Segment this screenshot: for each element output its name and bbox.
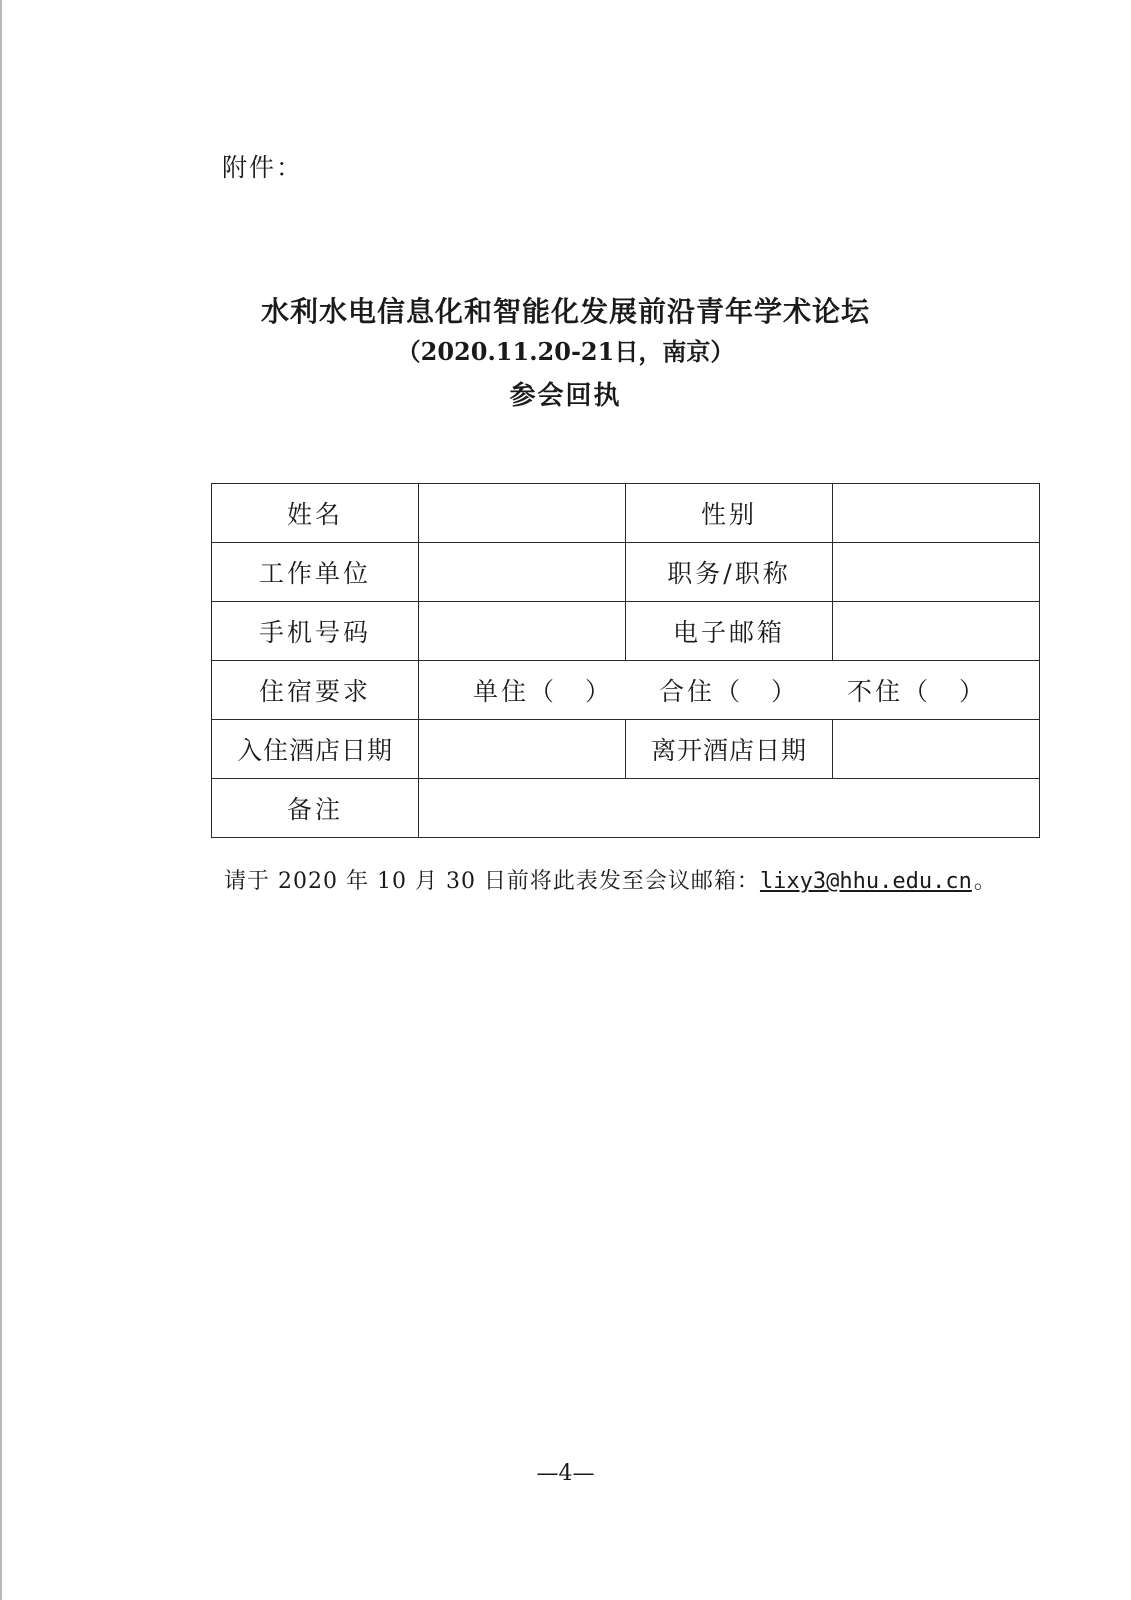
conference-email-link[interactable]: lixy3@hhu.edu.cn (759, 869, 972, 894)
lodging-option-shared[interactable]: 合住（ ） (659, 677, 800, 706)
submission-note-suffix: 。 (973, 869, 997, 894)
lodging-option-single[interactable]: 单住（ ） (473, 677, 614, 706)
email-field[interactable] (833, 602, 1040, 661)
name-field[interactable] (419, 484, 626, 543)
form-row-remarks (212, 779, 1040, 838)
registration-form-table (211, 483, 1040, 838)
document-subtitle: （2020.11.20-21日，南京） (396, 337, 735, 366)
position-label: 职务/职称 (626, 543, 833, 602)
checkin-field[interactable] (419, 720, 626, 779)
name-label: 姓名 (212, 484, 419, 543)
mobile-label: 手机号码 (212, 602, 419, 661)
submission-note (224, 864, 997, 895)
scan-edge (0, 0, 2, 1600)
form-row-name (212, 484, 1040, 543)
work-unit-field[interactable] (419, 543, 626, 602)
email-label: 电子邮箱 (626, 602, 833, 661)
mobile-field[interactable] (419, 602, 626, 661)
document-title: 水利水电信息化和智能化发展前沿青年学术论坛 (260, 295, 870, 328)
page-number: —4— (536, 1461, 595, 1486)
work-unit-label: 工作单位 (212, 543, 419, 602)
form-row-hotel-dates (212, 720, 1040, 779)
lodging-label: 住宿要求 (212, 661, 419, 720)
checkout-label: 离开酒店日期 (626, 720, 833, 779)
checkin-label: 入住酒店日期 (212, 720, 419, 779)
form-title: 参会回执 (509, 381, 622, 411)
form-row-work (212, 543, 1040, 602)
remarks-label: 备注 (212, 779, 419, 838)
attachment-label: 附件： (222, 153, 304, 182)
gender-field[interactable] (833, 484, 1040, 543)
form-row-contact (212, 602, 1040, 661)
gender-label: 性别 (626, 484, 833, 543)
lodging-option-none[interactable]: 不住（ ） (847, 677, 988, 706)
checkout-field[interactable] (833, 720, 1040, 779)
position-field[interactable] (833, 543, 1040, 602)
form-row-lodging (212, 661, 1040, 720)
submission-note-text: 请于 2020 年 10 月 30 日前将此表发至会议邮箱： (224, 869, 760, 894)
lodging-options (419, 661, 1040, 720)
remarks-field[interactable] (419, 779, 1040, 838)
